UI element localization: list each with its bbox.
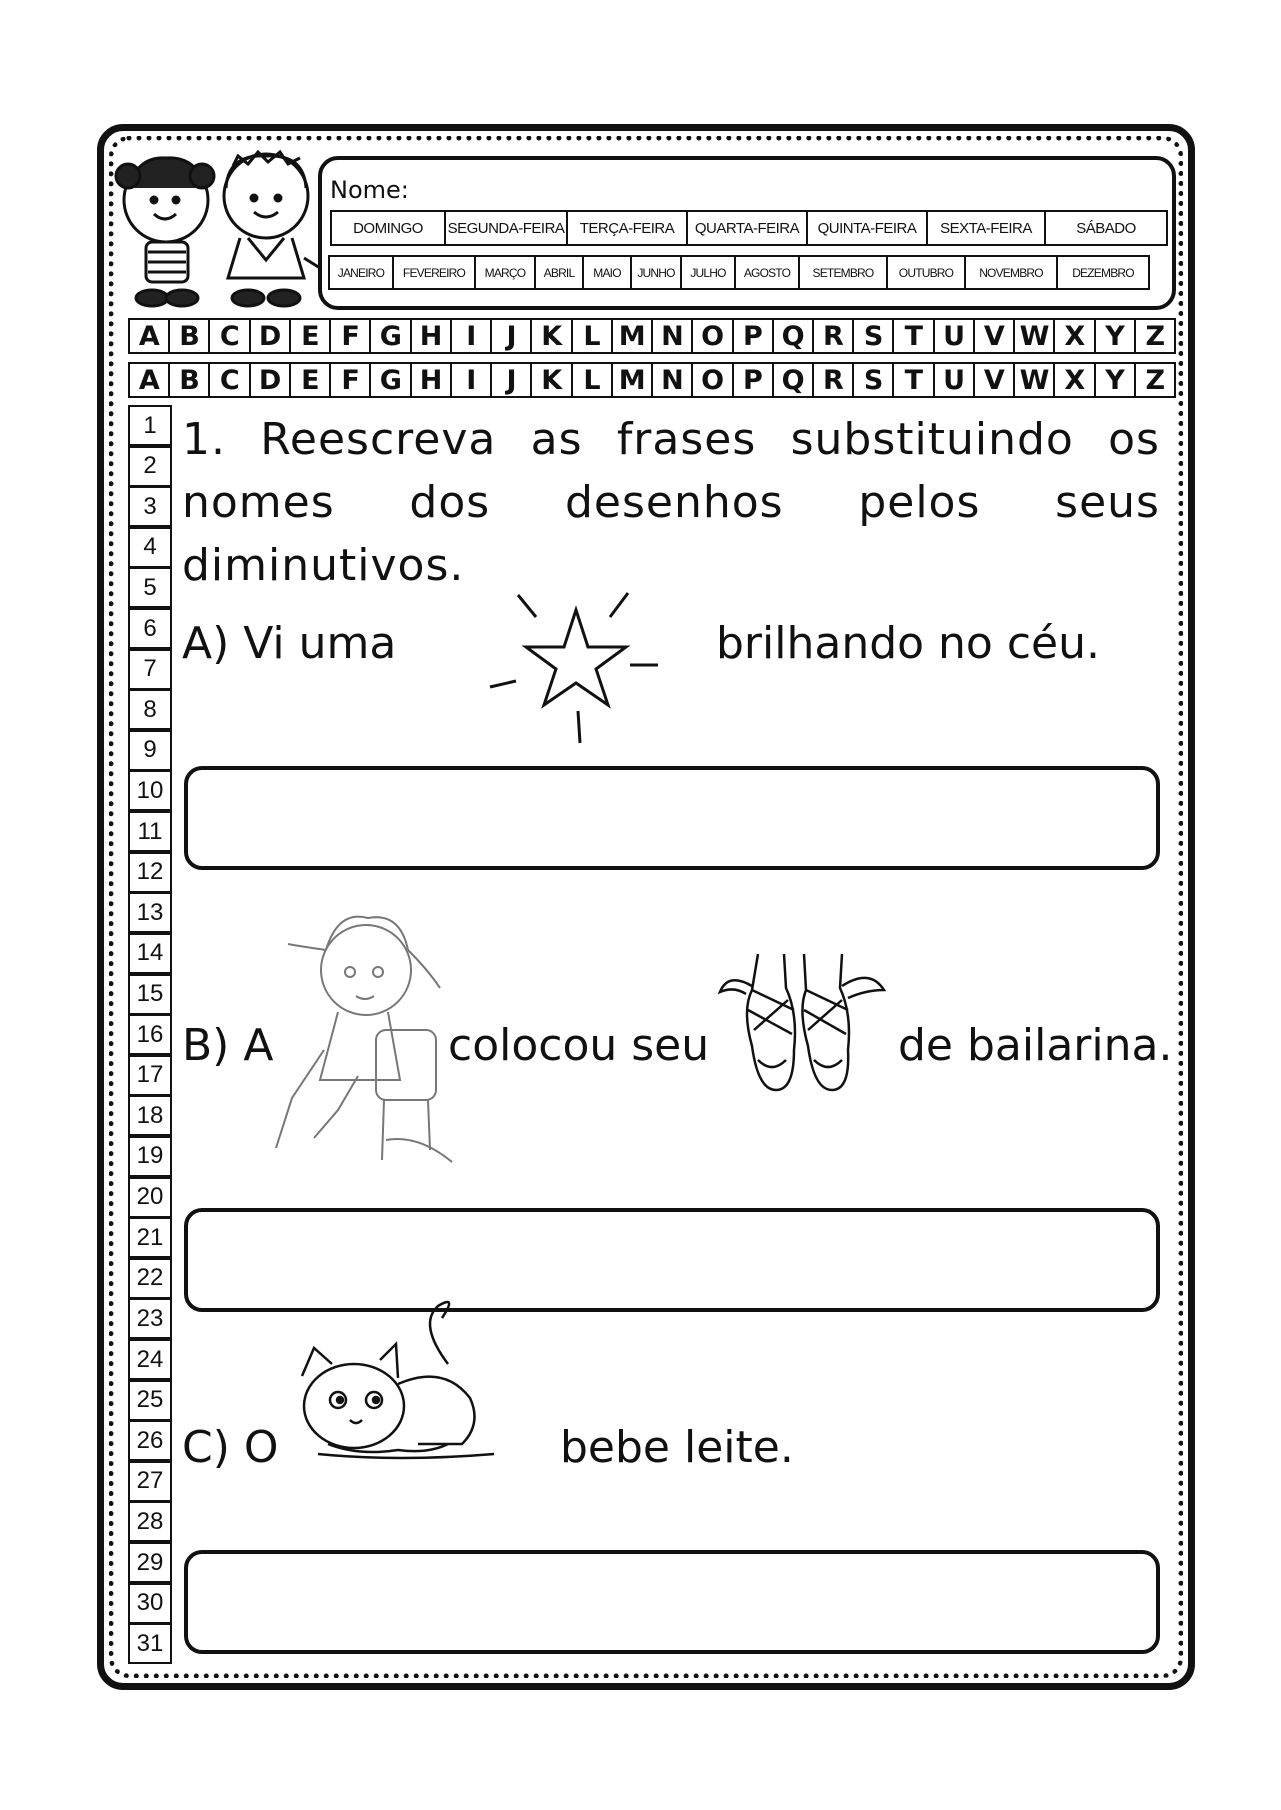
month-cell: JUNHO [630, 255, 682, 290]
letter-cell: R [812, 318, 854, 354]
instruction-word: frases [616, 414, 757, 465]
sentence-a-start: A) Vi uma [182, 618, 397, 669]
letter-cell: U [933, 318, 975, 354]
letter-cell: N [651, 362, 693, 398]
line-number: 4 [128, 527, 172, 568]
letter-cell: D [249, 362, 291, 398]
letter-cell: S [852, 362, 894, 398]
instruction-line-3: diminutivos. [182, 540, 465, 591]
letter-cell: A [128, 318, 170, 354]
month-cell: FEVEREIRO [392, 255, 476, 290]
line-number: 13 [128, 892, 172, 933]
instruction-word: nomes [182, 477, 335, 528]
month-cell: NOVEMBRO [964, 255, 1058, 290]
letter-cell: U [933, 362, 975, 398]
line-number: 12 [128, 852, 172, 893]
letter-cell: P [732, 362, 774, 398]
line-number: 31 [128, 1623, 172, 1664]
lowercase-alphabet-row [128, 362, 1174, 398]
instruction-word: as [530, 414, 583, 465]
letter-cell: P [732, 318, 774, 354]
letter-cell: B [168, 318, 210, 354]
letter-cell: Z [1134, 318, 1176, 354]
star-icon [488, 585, 668, 745]
day-cell: QUARTA-FEIRA [686, 210, 808, 246]
ballet-shoes-illustration [718, 950, 894, 1098]
line-number: 26 [128, 1420, 172, 1461]
instruction-word: seus [1055, 477, 1160, 528]
letter-cell: T [892, 362, 934, 398]
line-number: 5 [128, 567, 172, 608]
letter-cell: Y [1094, 362, 1136, 398]
letter-cell: X [1053, 362, 1095, 398]
letter-cell: H [410, 362, 452, 398]
letter-cell: J [490, 318, 532, 354]
answer-box-a[interactable] [184, 766, 1160, 870]
line-number: 16 [128, 1014, 172, 1055]
letter-cell: E [289, 318, 331, 354]
answer-box-c[interactable] [184, 1550, 1160, 1654]
line-number: 29 [128, 1542, 172, 1583]
line-number: 9 [128, 730, 172, 771]
letter-cell: Y [1094, 318, 1136, 354]
line-number: 24 [128, 1339, 172, 1380]
day-cell: SEGUNDA-FEIRA [444, 210, 568, 246]
letter-cell: D [249, 318, 291, 354]
letter-cell: M [611, 362, 653, 398]
letter-cell: C [208, 318, 250, 354]
instruction-word: desenhos [564, 477, 784, 528]
letter-cell: M [611, 318, 653, 354]
day-cell: SÁBADO [1044, 210, 1168, 246]
instruction-text [182, 408, 1160, 597]
line-number: 2 [128, 446, 172, 487]
month-cell: ABRIL [534, 255, 584, 290]
day-cell: DOMINGO [330, 210, 446, 246]
letter-cell: J [490, 362, 532, 398]
line-number: 7 [128, 649, 172, 690]
month-cell: OUTUBRO [886, 255, 966, 290]
letter-cell: I [450, 362, 492, 398]
instruction-word: dos [409, 477, 491, 528]
line-number: 15 [128, 974, 172, 1015]
line-number: 10 [128, 770, 172, 811]
instruction-word: 1. [182, 414, 226, 465]
kitten-illustration [298, 1294, 498, 1462]
letter-cell: H [410, 318, 452, 354]
line-number: 28 [128, 1501, 172, 1542]
letter-cell: Q [772, 362, 814, 398]
sentence-b-end: de bailarina. [898, 1020, 1173, 1071]
line-number-column [128, 405, 172, 1664]
line-number: 20 [128, 1177, 172, 1218]
letter-cell: V [973, 318, 1015, 354]
months-row [328, 255, 1170, 290]
line-number: 21 [128, 1217, 172, 1258]
instruction-word: os [1108, 414, 1160, 465]
sentence-b-start: B) A [182, 1020, 274, 1071]
line-number: 19 [128, 1136, 172, 1177]
instruction-word: substituindo [790, 414, 1074, 465]
letter-cell: S [852, 318, 894, 354]
letter-cell: O [691, 318, 733, 354]
line-number: 30 [128, 1583, 172, 1624]
letter-cell: K [530, 318, 572, 354]
letter-cell: Z [1134, 362, 1176, 398]
letter-cell: Q [772, 318, 814, 354]
line-number: 23 [128, 1298, 172, 1339]
line-number: 17 [128, 1055, 172, 1096]
line-number: 3 [128, 486, 172, 527]
sentence-c-end: bebe leite. [560, 1422, 794, 1473]
instruction-word: Reescreva [260, 414, 497, 465]
letter-cell: W [1013, 362, 1055, 398]
letter-cell: G [369, 362, 411, 398]
sentence-a-end: brilhando no céu. [716, 618, 1100, 669]
letter-cell: I [450, 318, 492, 354]
weekdays-row [330, 210, 1168, 246]
line-number: 25 [128, 1380, 172, 1421]
month-cell: SETEMBRO [798, 255, 888, 290]
letter-cell: F [329, 318, 371, 354]
month-cell: JANEIRO [328, 255, 394, 290]
letter-cell: K [530, 362, 572, 398]
letter-cell: R [812, 362, 854, 398]
letter-cell: N [651, 318, 693, 354]
letter-cell: F [329, 362, 371, 398]
letter-cell: T [892, 318, 934, 354]
instruction-line-1 [182, 408, 1160, 471]
letter-cell: E [289, 362, 331, 398]
line-number: 22 [128, 1258, 172, 1299]
month-cell: MARÇO [474, 255, 536, 290]
letter-cell: V [973, 362, 1015, 398]
letter-cell: L [571, 318, 613, 354]
letter-cell: W [1013, 318, 1055, 354]
line-number: 18 [128, 1095, 172, 1136]
girl-illustration [268, 900, 458, 1172]
letter-cell: L [571, 362, 613, 398]
letter-cell: C [208, 362, 250, 398]
month-cell: AGOSTO [734, 255, 800, 290]
sentence-c-start: C) O [182, 1422, 279, 1473]
month-cell: JULHO [680, 255, 736, 290]
month-cell: DEZEMBRO [1056, 255, 1150, 290]
day-cell: SEXTA-FEIRA [926, 210, 1046, 246]
letter-cell: X [1053, 318, 1095, 354]
instruction-word: pelos [858, 477, 981, 528]
line-number: 11 [128, 811, 172, 852]
children-illustration [108, 148, 323, 318]
line-number: 1 [128, 405, 172, 446]
day-cell: TERÇA-FEIRA [566, 210, 688, 246]
line-number: 14 [128, 933, 172, 974]
month-cell: MAIO [582, 255, 632, 290]
instruction-line-2 [182, 471, 1160, 534]
letter-cell: G [369, 318, 411, 354]
line-number: 6 [128, 608, 172, 649]
line-number: 8 [128, 689, 172, 730]
uppercase-alphabet-row [128, 318, 1174, 354]
letter-cell: A [128, 362, 170, 398]
sentence-b-mid: colocou seu [448, 1020, 710, 1071]
letter-cell: B [168, 362, 210, 398]
letter-cell: O [691, 362, 733, 398]
line-number: 27 [128, 1461, 172, 1502]
day-cell: QUINTA-FEIRA [806, 210, 928, 246]
name-label: Nome: [330, 176, 409, 204]
